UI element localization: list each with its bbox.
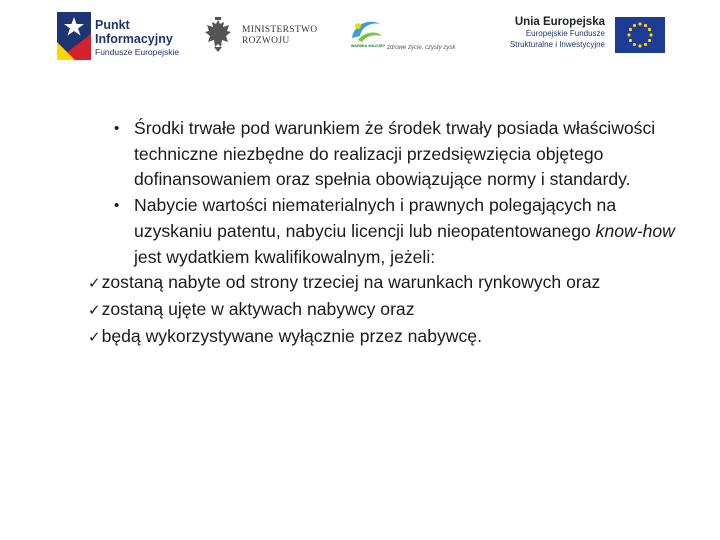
punkt-informacyjny-logo — [57, 12, 182, 60]
logo-bar — [0, 0, 720, 68]
unia-europejska-logo — [500, 15, 665, 55]
bullet-text-nabycie-after: jest wydatkiem kwalifikowalnym, jeżeli: — [134, 246, 436, 267]
bullet-item — [96, 116, 676, 193]
polish-eagle-icon — [203, 17, 233, 53]
wm-slogan-label: zdrowe życie, czysty zysk — [387, 45, 456, 51]
warmia-mazury-logo — [344, 16, 474, 58]
rozwoju-label: ROZWOJU — [242, 36, 290, 46]
checkmark-icon: ✓ — [88, 328, 101, 346]
europejskie-fundusze-label: Europejskie Fundusze — [525, 29, 605, 38]
warmia-mazury-label: WARMIA MAZURY — [350, 43, 386, 48]
warmia-mazury-swirl-icon — [344, 16, 388, 56]
check-text-nabyte: zostaną nabyte od strony trzeciej na warunkach rynkowych oraz — [101, 272, 601, 293]
informacyjny-label: Informacyjny — [95, 32, 173, 46]
ministerstwo-rozwoju-logo — [203, 17, 318, 55]
checkmark-icon: ✓ — [88, 275, 101, 293]
bullet-dot: • — [114, 197, 120, 215]
bullet-text-srodki-trwale: Środki trwałe pod warunkiem że środek trwały posiada właściwości techniczne niezbędne do realizacji przedsięwzięcia objętego dofinansowaniem oraz spełnia obowiązujące normy i standardy. — [134, 118, 656, 190]
check-item — [88, 270, 676, 297]
check-text-ujete: zostaną ujęte w aktywach nabywcy oraz — [101, 298, 415, 319]
unia-europejska-label: Unia Europejska — [514, 16, 605, 28]
strukturalne-label: Strukturalne i Inwestycyjne — [509, 39, 605, 49]
bullet-text-nabycie-before: Nabycie wartości niematerialnych i prawnych polegających na uzyskaniu patentu, nabyciu licencji lub nieopatentowanego — [134, 195, 617, 241]
check-item — [88, 324, 676, 351]
bullet-item — [96, 193, 676, 270]
ministerstwo-label: MINISTERSTWO — [242, 25, 318, 35]
eu-flag-icon — [615, 17, 665, 53]
fundusze-europejskie-label: Fundusze Europejskie — [95, 47, 180, 57]
checkmark-icon: ✓ — [88, 301, 101, 319]
punkt-label: Punkt — [95, 18, 130, 32]
slide-content — [88, 116, 676, 350]
bullet-text-know-how: know-how — [595, 220, 675, 241]
bullet-dot: • — [114, 120, 120, 137]
check-item — [88, 297, 676, 324]
fundusze-europejskie-star-icon — [57, 12, 91, 60]
check-text-wykorzystywane: będą wykorzystywane wyłącznie przez nabywcę. — [101, 325, 482, 346]
